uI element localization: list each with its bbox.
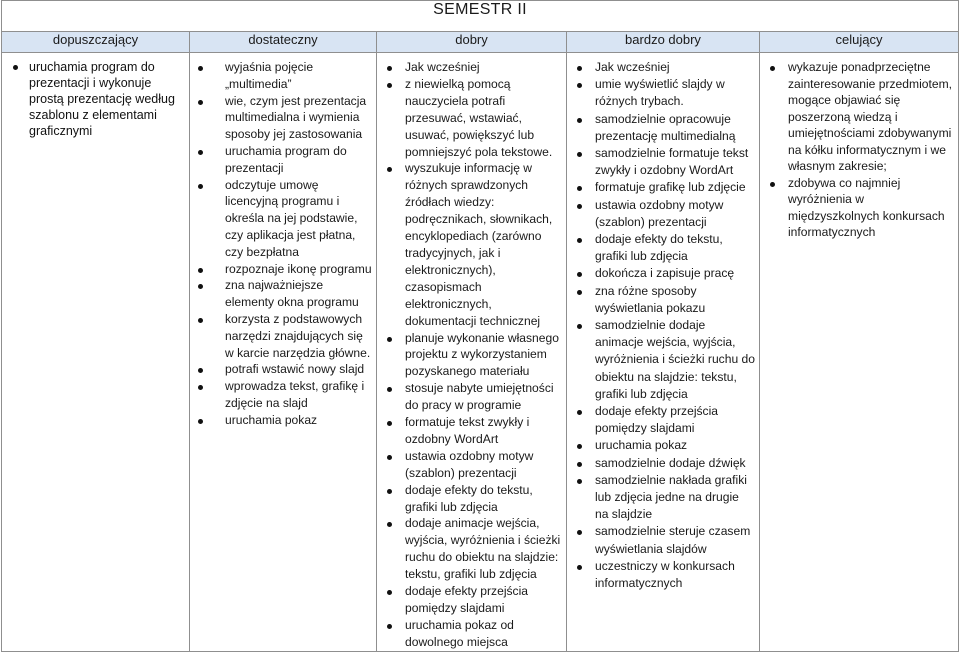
criteria-list (377, 53, 566, 651)
grading-criteria-table (1, 0, 959, 652)
list-item (190, 311, 372, 361)
criteria-list (190, 53, 376, 429)
criteria-list (760, 53, 958, 241)
list-item: samodzielnie steruje czasem wyświetlania slajdów (567, 523, 755, 557)
list-item: samodzielnie dodaje animacje wejścia, wyjścia, wyróżnienia i ścieżki ruchu do obiektu na slajdzie: tekstu, grafiki lub zdjęcia (567, 317, 755, 403)
list-item: ustawia ozdobny motyw (szablon) prezentacji (567, 197, 755, 231)
list-item: planuje wykonanie własnego projektu z wykorzystaniem pozyskanego materiału (377, 330, 562, 381)
list-item-text: uruchamia pokaz (225, 412, 318, 427)
list-item: uruchamia program do prezentacji i wykonuje prostą prezentację według szablonu z elementami graficznymi (2, 59, 185, 139)
list-item: wyszukuje informację w różnych sprawdzonych źródłach wiedzy: podręcznikach, słownikach, encyklopediach (zarówno tradycyjnych, jak i elektronicznych), czasopismach elektronicznych, dokumentacji technicznej (377, 160, 562, 329)
list-item: formatuje grafikę lub zdjęcie (567, 179, 755, 196)
list-item: dokończa i zapisuje pracę (567, 265, 755, 282)
list-item: stosuje nabyte umiejętności do pracy w programie (377, 380, 562, 414)
semester-title: SEMESTR II (2, 1, 959, 32)
list-item: samodzielnie nakłada grafiki lub zdjęcia jedne na drugie na slajdzie (567, 472, 755, 524)
list-item: uczestniczy w konkursach informatycznych (567, 558, 755, 592)
list-item (190, 143, 372, 177)
criteria-cell-bardzo-dobry (567, 53, 760, 652)
list-item: dodaje efekty do tekstu, grafiki lub zdjęcia (567, 231, 755, 265)
criteria-cell-dostateczny (190, 53, 377, 652)
list-item: zna różne sposoby wyświetlania pokazu (567, 283, 755, 317)
list-item: dodaje efekty przejścia pomiędzy slajdami (567, 403, 755, 437)
list-item-text: rozpoznaje ikonę programu (225, 261, 372, 276)
list-item: zdobywa co najmniej wyróżnienia w międzyszkolnych konkursach informatycznych (760, 175, 954, 241)
list-item-text: wyjaśnia pojęcie „multimedia” (225, 60, 314, 91)
list-item-text: zna najważniejsze elementy okna programu (225, 278, 359, 310)
header-dopuszczajacy: dopuszczający (2, 32, 190, 53)
list-item: uruchamia pokaz (567, 437, 755, 454)
list-item: samodzielnie formatuje tekst zwykły i ozdobny WordArt (567, 145, 755, 179)
header-celujacy: celujący (760, 32, 959, 53)
list-item: dodaje efekty przejścia pomiędzy slajdami (377, 583, 562, 617)
criteria-cell-dopuszczajacy (2, 53, 190, 652)
list-item: z niewielką pomocą nauczyciela potrafi przesuwać, wstawiać, usuwać, powiększyć lub pomniejszyć pola tekstowe. (377, 76, 562, 161)
list-item: samodzielnie dodaje dźwięk (567, 455, 755, 472)
list-item-text: odczytuje umowę licencyjną programu i określa na jej podstawie, czy aplikacja jest płatna, czy bezpłatna (225, 177, 358, 259)
header-row (2, 32, 959, 53)
list-item (190, 378, 372, 412)
list-item: wykazuje ponadprzeciętne zainteresowanie przedmiotem, mogące objawiać się poszerzoną wiedzą i umiejętnościami zdobywanymi na kółku informatycznym i we własnym zakresie; (760, 59, 954, 175)
criteria-list (2, 53, 189, 139)
list-item (190, 361, 372, 378)
header-dobry: dobry (377, 32, 567, 53)
list-item: dodaje animacje wejścia, wyjścia, wyróżnienia i ścieżki ruchu do obiektu na slajdzie: tekstu, grafiki lub zdjęcia (377, 515, 562, 583)
list-item-text: wprowadza tekst, grafikę i zdjęcie na slajd (225, 379, 365, 410)
list-item: samodzielnie opracowuje prezentację multimedialną (567, 111, 755, 145)
criteria-list (567, 53, 759, 592)
list-item: formatuje tekst zwykły i ozdobny WordArt (377, 414, 562, 448)
list-item: Jak wcześniej (377, 59, 562, 76)
list-item: dodaje efekty do tekstu, grafiki lub zdjęcia (377, 482, 562, 516)
list-item (190, 412, 372, 429)
list-item (190, 177, 372, 261)
title-row (2, 1, 959, 32)
list-item (190, 93, 372, 143)
header-bardzo-dobry: bardzo dobry (567, 32, 760, 53)
header-dostateczny: dostateczny (190, 32, 377, 53)
criteria-row (2, 53, 959, 652)
list-item-text: korzysta z podstawowych narzędzi znajdujących się w karcie narzędzia główne. (225, 311, 371, 360)
list-item: uruchamia pokaz od dowolnego miejsca (377, 617, 562, 651)
list-item-text: uruchamia program do prezentacji (225, 143, 347, 175)
list-item: ustawia ozdobny motyw (szablon) prezentacji (377, 448, 562, 482)
criteria-cell-celujacy (760, 53, 959, 652)
list-item-text: potrafi wstawić nowy slajd (225, 362, 365, 377)
criteria-cell-dobry (377, 53, 567, 652)
list-item (190, 59, 372, 93)
list-item-text: wie, czym jest prezentacja multimedialna i wymienia sposoby jej zastosowania (225, 93, 367, 142)
list-item (190, 277, 372, 311)
list-item: Jak wcześniej (567, 59, 755, 76)
list-item (190, 261, 372, 278)
list-item: umie wyświetlić slajdy w różnych trybach. (567, 76, 755, 110)
